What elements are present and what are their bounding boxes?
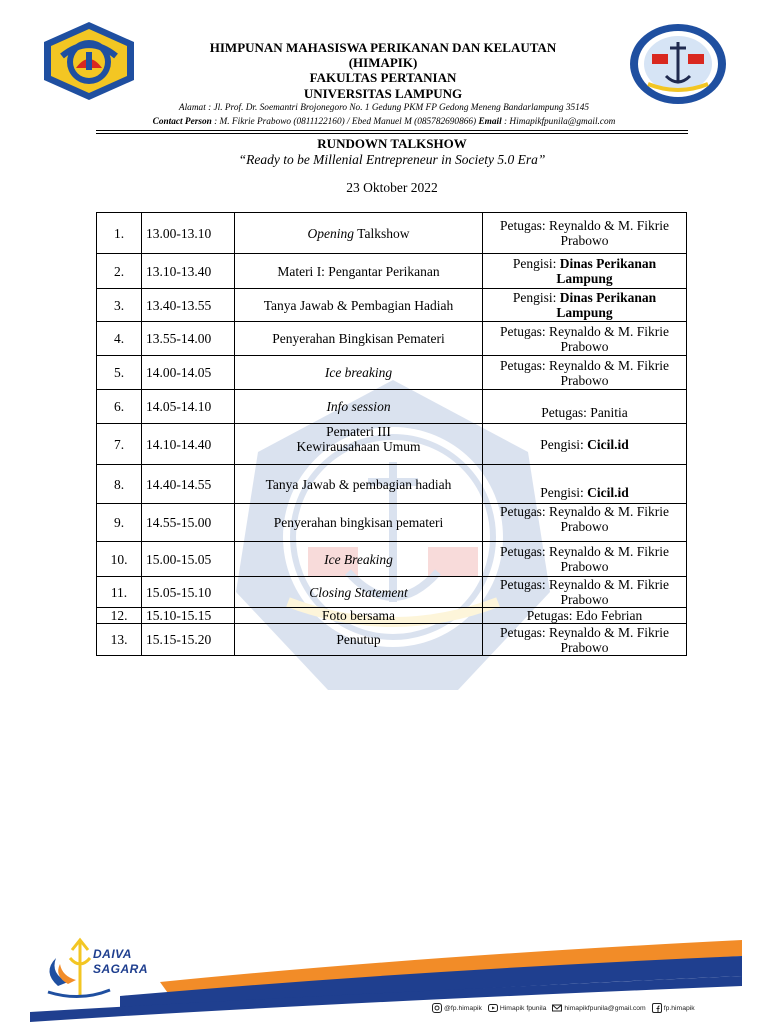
email-address: himapikfpunila@gmail.com [564, 1004, 646, 1012]
row-activity: Foto bersama [235, 608, 483, 624]
social-youtube[interactable] [488, 1003, 546, 1013]
org-name: HIMPUNAN MAHASISWA PERIKANAN DAN KELAUTAN [209, 40, 557, 55]
row-time: 13.55-14.00 [142, 322, 235, 356]
universitas-lampung-logo [40, 20, 138, 102]
header-rule-thin [96, 133, 688, 134]
faculty-name: FAKULTAS PERTANIAN [309, 70, 457, 85]
youtube-channel: Himapik fpunila [499, 1004, 547, 1012]
table-row [97, 624, 687, 656]
pic-prefix: Pengisi: [540, 485, 588, 500]
rundown-table [96, 212, 687, 656]
table-row [97, 213, 687, 254]
row-time: 13.10-13.40 [142, 254, 235, 289]
instagram-icon [432, 1003, 442, 1013]
pic-name: Dinas Perikanan Lampung [556, 290, 657, 320]
row-pic: Petugas: Panitia [483, 390, 687, 424]
contact-label: Contact Person [152, 117, 212, 127]
himapik-logo [628, 22, 728, 106]
row-number: 7. [97, 424, 142, 465]
row-pic: Petugas: Reynaldo & M. Fikrie Prabowo [483, 542, 687, 577]
row-activity [235, 356, 483, 390]
tagline-text: “Ready to be Millenial Entrepreneur in Society 5.0 Era” [238, 152, 546, 167]
email-label: Email [478, 117, 502, 127]
row-activity: Tanya Jawab & pembagian hadiah [235, 465, 483, 504]
social-instagram[interactable] [432, 1003, 482, 1013]
row-activity [235, 390, 483, 424]
youtube-icon [488, 1003, 498, 1013]
facebook-page: fp.himapik [663, 1004, 695, 1012]
row-time: 14.55-15.00 [142, 504, 235, 542]
row-pic: Petugas: Reynaldo & M. Fikrie Prabowo [483, 322, 687, 356]
row-pic [483, 465, 687, 504]
row-pic [483, 289, 687, 322]
table-row [97, 577, 687, 608]
university-name: UNIVERSITAS LAMPUNG [303, 86, 463, 101]
brand-line1: DAIVA [93, 947, 132, 961]
row-number: 1. [97, 213, 142, 254]
pic-prefix: Pengisi: [512, 256, 560, 271]
row-time: 14.05-14.10 [142, 390, 235, 424]
row-activity [235, 577, 483, 608]
email-value: : Himapikfpunila@gmail.com [501, 117, 616, 127]
row-activity [235, 542, 483, 577]
facebook-icon [652, 1003, 662, 1013]
row-time: 15.00-15.05 [142, 542, 235, 577]
row-time: 15.15-15.20 [142, 624, 235, 656]
table-row [97, 356, 687, 390]
row-activity: Penutup [235, 624, 483, 656]
brand-line2: SAGARA [93, 962, 149, 976]
row-number: 10. [97, 542, 142, 577]
activity-line2: Kewirausahaan Umum [296, 439, 421, 454]
address-line: Alamat : Jl. Prof. Dr. Soemantri Brojonegoro No. 1 Gedung PKM FP Gedong Meneng Bandarlampung 35145 [178, 103, 590, 113]
contact-line [60, 117, 708, 128]
row-activity [235, 213, 483, 254]
document-title: RUNDOWN TALKSHOW [317, 136, 467, 151]
row-pic: Petugas: Reynaldo & M. Fikrie Prabowo [483, 356, 687, 390]
table-row [97, 289, 687, 322]
activity-italic: Closing Statement [309, 584, 408, 600]
table-row [97, 254, 687, 289]
row-activity: Tanya Jawab & Pembagian Hadiah [235, 289, 483, 322]
row-time: 14.00-14.05 [142, 356, 235, 390]
row-number: 5. [97, 356, 142, 390]
activity-italic: Info session [326, 399, 391, 414]
pic-name: Cicil.id [587, 485, 629, 500]
row-time: 13.40-13.55 [142, 289, 235, 322]
header-rule-thick [96, 130, 688, 131]
row-time: 14.10-14.40 [142, 424, 235, 465]
row-number: 9. [97, 504, 142, 542]
email-icon [552, 1003, 562, 1013]
instagram-handle: @fp.himapik [444, 1004, 482, 1012]
pic-prefix: Pengisi: [540, 436, 588, 452]
row-pic: Petugas: Reynaldo & M. Fikrie Prabowo [483, 504, 687, 542]
row-time: 13.00-13.10 [142, 213, 235, 254]
row-time: 15.05-15.10 [142, 577, 235, 608]
row-activity: Penyerahan Bingkisan Pemateri [235, 322, 483, 356]
row-activity [235, 424, 483, 465]
row-number: 11. [97, 577, 142, 608]
row-pic: Petugas: Reynaldo & M. Fikrie Prabowo [483, 624, 687, 656]
activity-italic: Ice Breaking [324, 551, 393, 567]
row-number: 8. [97, 465, 142, 504]
pic-name: Dinas Perikanan Lampung [556, 256, 657, 286]
document-tagline [96, 152, 688, 168]
row-time: 14.40-14.55 [142, 465, 235, 504]
row-number: 13. [97, 624, 142, 656]
table-row [97, 542, 687, 577]
social-links [432, 1001, 742, 1015]
row-pic: Petugas: Reynaldo & M. Fikrie Prabowo [483, 213, 687, 254]
row-activity: Penyerahan bingkisan pemateri [235, 504, 483, 542]
row-activity: Materi I: Pengantar Perikanan [235, 254, 483, 289]
table-row [97, 322, 687, 356]
org-abbreviation: (HIMAPIK) [348, 55, 418, 70]
activity-italic: Ice breaking [324, 365, 393, 380]
row-time: 15.10-15.15 [142, 608, 235, 624]
pic-prefix: Pengisi: [512, 290, 560, 305]
row-number: 2. [97, 254, 142, 289]
table-row [97, 424, 687, 465]
social-email[interactable] [552, 1003, 645, 1013]
row-pic: Petugas: Reynaldo & M. Fikrie Prabowo [483, 577, 687, 608]
row-number: 12. [97, 608, 142, 624]
table-row [97, 504, 687, 542]
pic-name: Cicil.id [587, 436, 629, 452]
row-pic [483, 254, 687, 289]
activity-line1: Pemateri III [326, 424, 391, 439]
activity-italic: Opening [307, 225, 355, 241]
table-row [97, 465, 687, 504]
row-pic [483, 424, 687, 465]
table-row [97, 390, 687, 424]
document-date: 23 Oktober 2022 [346, 180, 438, 195]
row-number: 6. [97, 390, 142, 424]
contact-value: : M. Fikrie Prabowo (0811122160) / Ebed Manuel M (085782690866) [211, 117, 479, 127]
social-facebook[interactable] [652, 1003, 695, 1013]
row-number: 3. [97, 289, 142, 322]
table-row [97, 608, 687, 624]
row-number: 4. [97, 322, 142, 356]
row-pic: Petugas: Edo Febrian [483, 608, 687, 624]
activity-text: Talkshow [354, 225, 410, 241]
